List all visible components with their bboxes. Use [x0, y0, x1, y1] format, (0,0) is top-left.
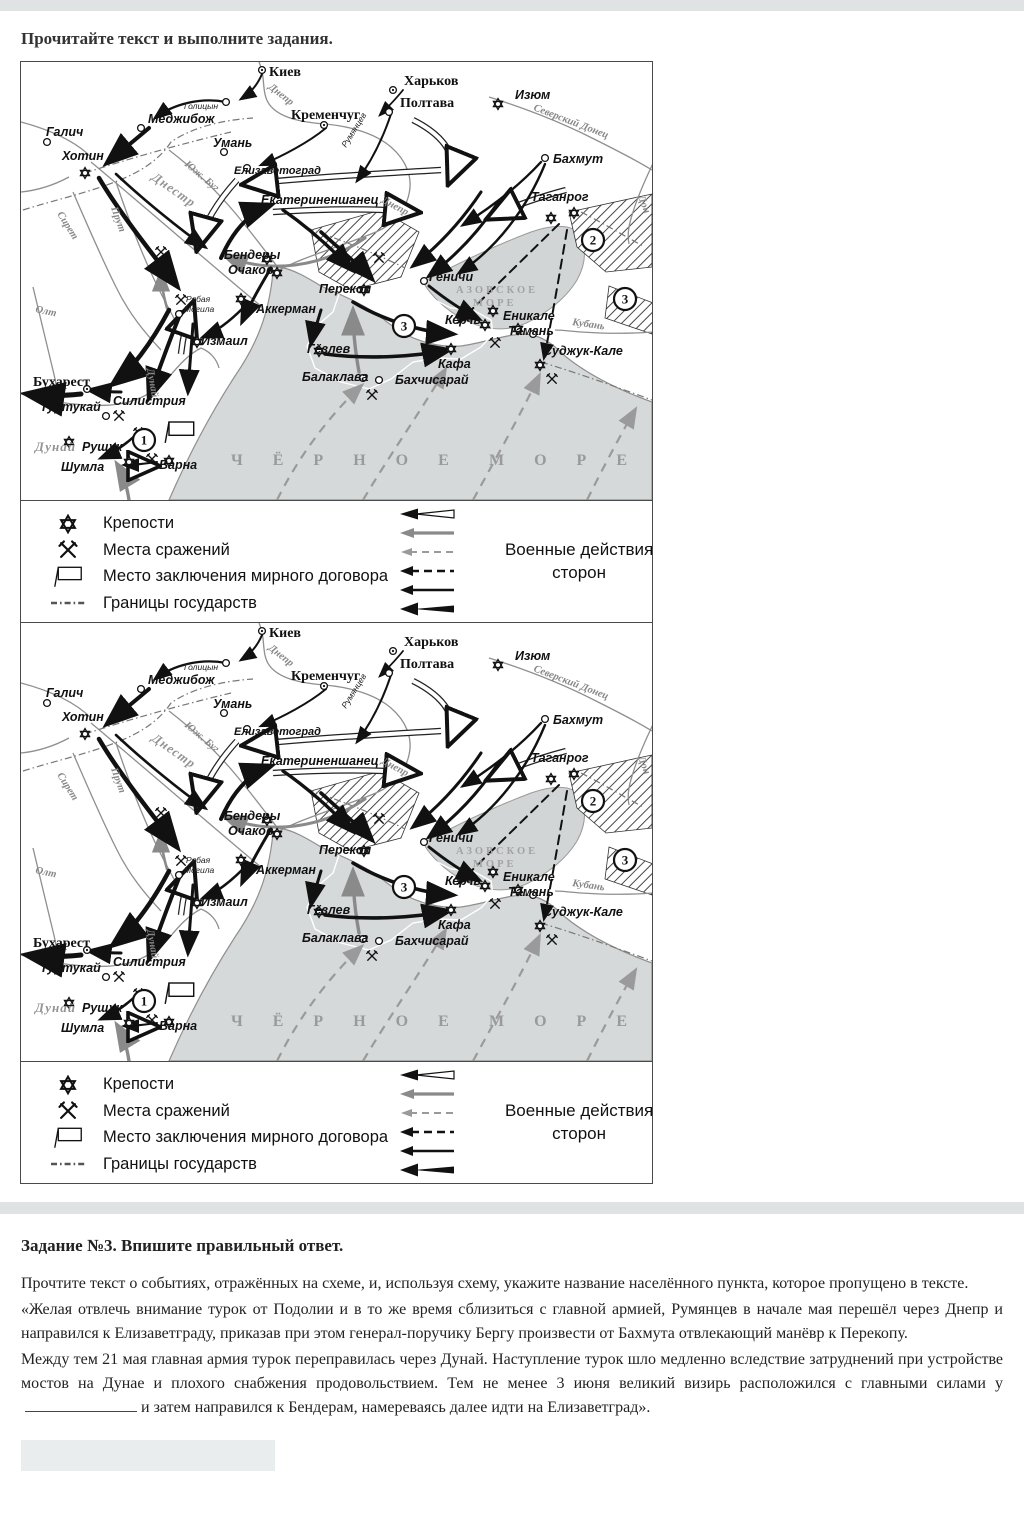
- arrow-white-outline: [398, 507, 456, 521]
- arrow-black-dashed: [398, 1125, 456, 1139]
- caption-line: Военные действия: [504, 539, 654, 559]
- legend-arrow-samples: [398, 1068, 456, 1177]
- legend-item-borders: [47, 1152, 388, 1177]
- caption-line: сторон: [552, 562, 607, 582]
- task-intro: Прочтите текст о событиях, отражённых на схеме, и, используя схему, укажите название населённого пункта, которое пропущено в тексте.: [21, 1275, 969, 1292]
- caption-line: сторон: [552, 1123, 607, 1143]
- task-heading: Задание №3. Впишите правильный ответ.: [21, 1236, 344, 1255]
- legend-label: Крепости: [103, 1075, 175, 1093]
- treaty-flag-icon: [47, 565, 89, 589]
- map-legend-2: [21, 1061, 652, 1183]
- quote-p2-pre: Между тем 21 мая главная армия турок переправилась через Дунай. Наступление турок шло медленно вследствие затруднений при устройстве мостов на Дунае и плохого снабжения продовольствием. Тем не менее 3 июня великий визирь расположился с главными силами у: [21, 1351, 1003, 1392]
- arrow-black-dashed: [398, 564, 456, 578]
- map-panel-2: [21, 622, 652, 1061]
- legend-arrows-caption: [474, 539, 684, 585]
- top-gray-band: [0, 0, 1024, 11]
- war-map-1: [21, 62, 652, 500]
- war-map-2: [21, 623, 652, 1061]
- arrow-black-thick: [398, 602, 456, 616]
- answer-input[interactable]: [21, 1440, 275, 1471]
- arrow-gray-dashed: [398, 1106, 456, 1120]
- map-panel-1: [21, 62, 652, 500]
- treaty-flag-icon: [47, 1126, 89, 1150]
- battle-icon: [47, 1100, 89, 1122]
- arrow-gray-dashed: [398, 545, 456, 559]
- legend-label: Места сражений: [103, 540, 230, 559]
- page-instruction: Прочитайте текст и выполните задания.: [21, 29, 333, 48]
- fortress-icon: [47, 513, 89, 535]
- arrow-black-thick: [398, 1163, 456, 1177]
- legend-label: Границы государств: [103, 593, 257, 612]
- caption-line: Военные действия: [504, 1100, 654, 1120]
- legend-label: Места сражений: [103, 1101, 230, 1120]
- arrow-gray-solid: [398, 1087, 456, 1101]
- map-legend-1: [21, 500, 652, 622]
- answer-blank-line: [25, 1397, 137, 1412]
- map-frame: [20, 61, 653, 1184]
- legend-arrow-samples: [398, 507, 456, 616]
- arrow-black-thin: [398, 583, 456, 597]
- battle-icon: [47, 539, 89, 561]
- border-line-icon: [47, 599, 89, 607]
- legend-item-borders: [47, 591, 388, 616]
- legend-item-treaty: [47, 1125, 388, 1150]
- arrow-gray-solid: [398, 526, 456, 540]
- task-quote-p1: «Желая отвлечь внимание турок от Подолии и в то же время сблизиться с главной армией, Румянцев в начале мая перешёл через Днепр и направился к Елизаветграду, приказав при этом генерал-поручику Бергу произвести от Бахмута отвлекающий манёвр к Перекопу.: [21, 1301, 1003, 1342]
- legend-label: Крепости: [103, 514, 175, 532]
- arrow-white-outline: [398, 1068, 456, 1082]
- legend-item-treaty: [47, 564, 388, 589]
- legend-item-battle: [47, 538, 388, 563]
- border-line-icon: [47, 1160, 89, 1168]
- quote-p2-post: и затем направился к Бендерам, намереваясь далее идти на Елизаветград».: [141, 1399, 651, 1416]
- legend-item-battle: [47, 1099, 388, 1124]
- fortress-icon: [47, 1074, 89, 1096]
- arrow-black-thin: [398, 1144, 456, 1158]
- legend-arrows-caption: [474, 1100, 684, 1146]
- legend-label: Место заключения мирного договора: [103, 567, 389, 586]
- legend-item-fortress: [47, 1072, 388, 1097]
- section-divider-band: [0, 1202, 1024, 1214]
- task-section: [21, 1236, 1003, 1471]
- task-quote-p2: [21, 1348, 1003, 1420]
- legend-label: Место заключения мирного договора: [103, 1128, 389, 1147]
- legend-label: Границы государств: [103, 1154, 257, 1173]
- legend-item-fortress: [47, 511, 388, 536]
